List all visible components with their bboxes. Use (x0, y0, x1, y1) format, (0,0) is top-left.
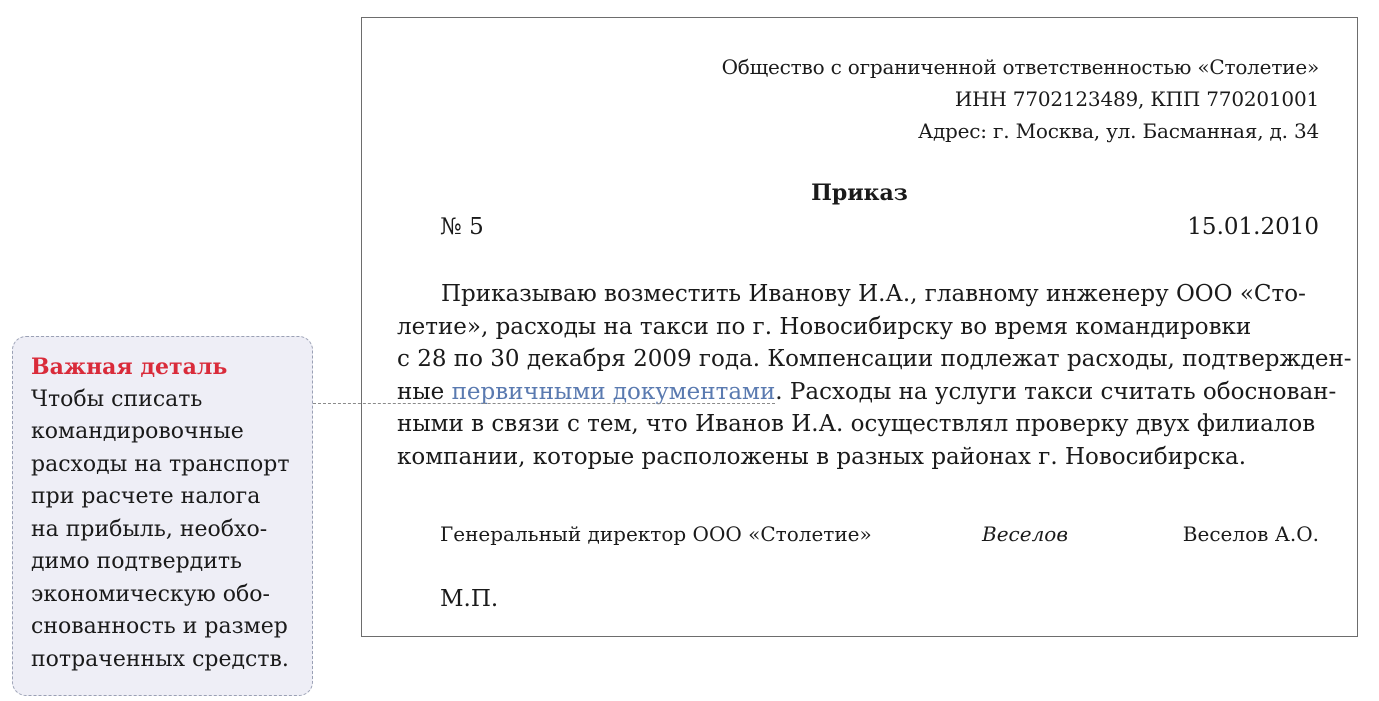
note-title: Важная деталь (31, 354, 228, 380)
note-line: на прибыль, необхо- (31, 516, 268, 542)
note-line: снованность и размер (31, 614, 288, 639)
note-line: при расчете налога (31, 484, 261, 509)
company-inn-kpp: ИНН 7702123489, КПП 770201001 (954, 87, 1319, 111)
body-line: летие», расходы на такси по г. Новосибирску во время командировки (397, 313, 1252, 340)
note-line: димо подтвердить (31, 549, 243, 574)
note-line: расходы на транспорт (31, 451, 290, 477)
order-document (361, 17, 1358, 637)
body-line: с 28 по 30 декабря 2009 года. Компенсации подлежат расходы, подтвержден- (397, 346, 1352, 372)
primary-documents-link[interactable]: первичными документами (451, 378, 776, 405)
company-name: Общество с ограниченной ответственностью «Столетие» (721, 55, 1319, 79)
note-line: потраченных средств. (31, 646, 289, 672)
note-line: командировочные (31, 419, 244, 444)
body-text: . Расходы на услуги такси считать обоснован- (775, 378, 1337, 405)
order-number: № 5 (440, 214, 484, 240)
note-leader-line (313, 403, 775, 404)
order-body (397, 278, 1352, 473)
important-detail-note (12, 336, 313, 696)
body-text: ные (397, 378, 452, 405)
body-line: Приказываю возместить Иванову И.А., главному инженеру ООО «Сто- (441, 281, 1306, 307)
order-date: 15.01.2010 (1187, 214, 1319, 240)
stamp-place: М.П. (440, 586, 499, 612)
note-line: экономическую обо- (31, 581, 270, 607)
company-address: Адрес: г. Москва, ул. Басманная, д. 34 (918, 119, 1319, 143)
order-title: Приказ (811, 180, 908, 206)
director-name: Веселов А.О. (1182, 522, 1319, 546)
note-line: Чтобы списать (31, 386, 203, 412)
body-line: ными в связи с тем, что Иванов И.А. осуществлял проверку двух филиалов (397, 411, 1316, 437)
director-signature: Веселов (982, 522, 1068, 546)
director-position: Генеральный директор ООО «Столетие» (440, 522, 872, 546)
body-line: компании, которые расположены в разных районах г. Новосибирска. (397, 443, 1247, 470)
